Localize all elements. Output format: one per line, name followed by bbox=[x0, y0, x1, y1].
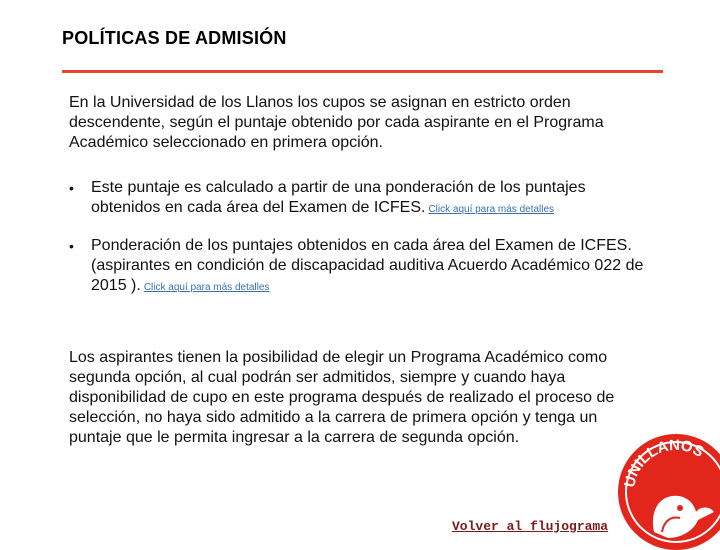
list-item bbox=[69, 236, 654, 298]
details-link[interactable]: Click aquí para más detalles bbox=[143, 282, 270, 293]
bullet-text: Ponderación de los puntajes obtenidos en cada área del Examen de ICFES.(aspirantes en condición de discapacidad auditiva Acuerdo Académico 022 de 2015 ). bbox=[91, 237, 644, 294]
intro-paragraph: En la Universidad de los Llanos los cupos se asignan en estricto orden descendente, según el puntaje obtenido por cada aspirante en el Programa Académico seleccionado en primera opción. bbox=[69, 94, 604, 151]
second-option-paragraph: Los aspirantes tienen la posibilidad de elegir un Programa Académico como segunda opción, al cual podrán ser admitidos, siempre y cuando haya disponibilidad de cupo en este programa después de realizado el proceso de selección, no haya sido admitido a la carrera de primera opción y tenga un puntaje que le permita ingresar a la carrera de segunda opción. bbox=[69, 349, 615, 446]
page-title: POLÍTICAS DE ADMISIÓN bbox=[62, 28, 287, 48]
bullet-icon: • bbox=[69, 238, 74, 254]
back-to-flowchart-link[interactable]: Volver al flujograma bbox=[452, 519, 609, 534]
bullet-text: Este puntaje es calculado a partir de una ponderación de los puntajes obtenidos en cada área del Examen de ICFES. bbox=[91, 179, 586, 216]
details-link[interactable]: Click aquí para más detalles bbox=[428, 204, 555, 215]
bullet-text-wrapper bbox=[91, 236, 654, 298]
list-item bbox=[69, 178, 654, 220]
bullet-text-wrapper bbox=[91, 178, 654, 220]
title-divider bbox=[62, 70, 663, 73]
unillanos-logo-icon bbox=[614, 420, 720, 550]
bullet-icon: • bbox=[69, 180, 74, 196]
svg-text:UNILLANOS: UNILLANOS bbox=[621, 436, 707, 489]
